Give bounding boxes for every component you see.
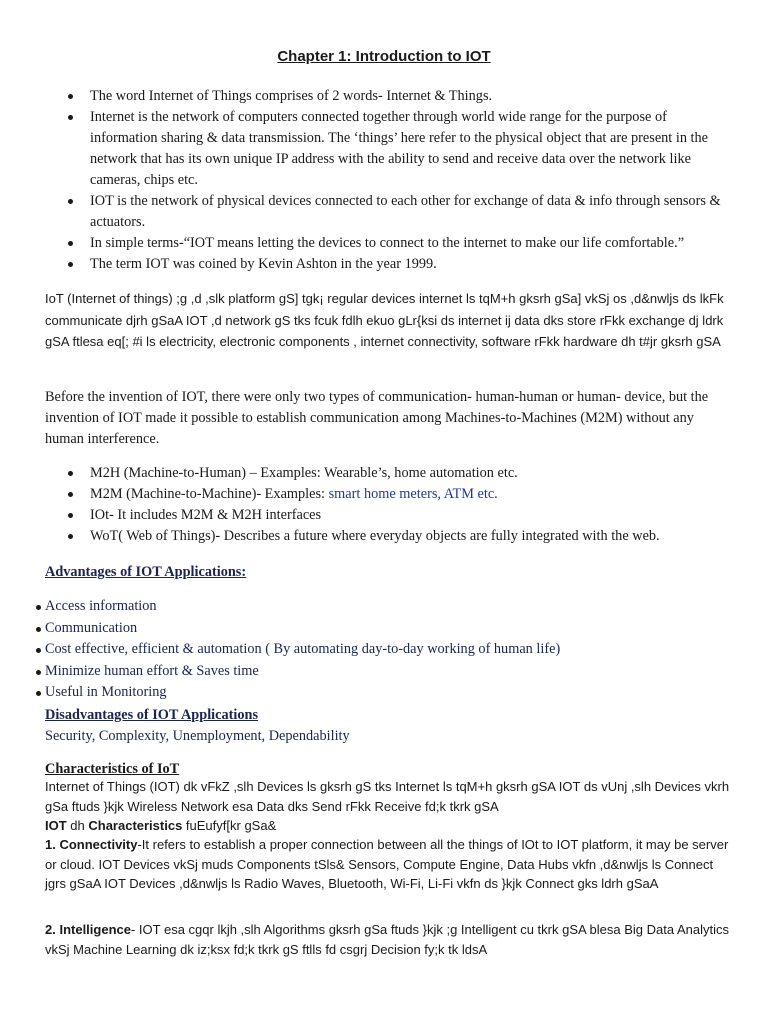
connectivity-text: -It refers to establish a proper connection between all the things of IOt to IOT platform, it may be server or cloud. IOT Devices vkSj muds Components tSls& Sensors, Compute Engine, Data Hubs vkfn ,d&nwljs ls Connect jgrs gSaA IOT Devices ,d&nwljs ls Radio Waves, Bluetooth, Wi-Fi, Li-Fi vkfn ds }kjk Connect gks ldrh gSaA [45, 837, 729, 891]
m2m-examples: smart home meters, ATM etc. [328, 486, 498, 502]
list-item: Minimize human effort & Saves time [45, 661, 725, 683]
characteristics-label: Characteristics [88, 818, 183, 833]
list-item: IOT is the network of physical devices connected to each other for exchange of data & info through sensors & actuators. [90, 191, 730, 233]
list-item: M2H (Machine-to-Human) – Examples: Wearable’s, home automation etc. [90, 463, 730, 484]
characteristics-paragraph: Internet of Things (IOT) dk vFkZ ,slh Devices ls gksrh gS tks Internet ls tqM+h gksrh gSA IOT ds vUnj ,slh Devices vkrh gSa ftuds }kjk Wireless Network esa Data dks Send rFkk Receive fd;k tkrk gSA [45, 779, 730, 814]
list-item: The term IOT was coined by Kevin Ashton in the year 1999. [90, 254, 730, 275]
connectivity-label: 1. Connectivity [45, 837, 138, 852]
list-item: Communication [45, 618, 725, 640]
list-item: In simple terms-“IOT means letting the devices to connect to the internet to make our life comfortable.” [90, 233, 730, 254]
intro-bullet-list [90, 86, 730, 275]
m2m-prefix: M2M (Machine-to-Machine)- Examples: [90, 486, 329, 502]
list-item: IOt- It includes M2M & M2H interfaces [90, 505, 730, 526]
iot-label: IOT [45, 818, 67, 833]
list-item: Cost effective, efficient & automation ( By automating day-to-day working of human life) [45, 639, 725, 661]
disadvantages-heading: Disadvantages of IOT Applications [45, 707, 259, 723]
sub-mid: dh [66, 818, 89, 833]
communication-bullet-list [90, 463, 730, 547]
intelligence-text: - IOT esa cgqr lkjh ,slh Algorithms gksrh gSa ftuds }kjk ;g Intelligent cu tkrk gSA blesa Big Data Analytics vkSj Machine Learning dk iz;ksx fd;k tkrk gS ftlls fd csgrj Decision fy;k tk ldsA [45, 922, 730, 957]
advantages-list [45, 596, 725, 704]
list-item: Access information [45, 596, 725, 618]
disadvantages-text: Security, Complexity, Unemployment, Dependability [45, 728, 350, 744]
list-item: Internet is the network of computers connected together through world wide range for the purpose of information sharing & data transmission. The ‘things’ here refer to the physical object that are present in the network that has its own unique IP address with the ability to send and receive data over the network like cameras, chips etc. [90, 107, 730, 191]
sub-rest: fuEufyf[kr gSa& [182, 818, 277, 833]
list-item: Useful in Monitoring [45, 682, 725, 704]
list-item: WoT( Web of Things)- Describes a future where everyday objects are fully integrated with the web. [90, 526, 730, 547]
hindi-paragraph: IoT (Internet of things) ;g ,d ,slk platform gS] tgk¡ regular devices internet ls tqM+h gksrh gSa] vkSj os ,d&nwljs ds lkFk communicate djrh gSaA IOT ,d network gS tks fcuk fdlh ekuo gLr{ksi ds internet ij data dks store rFkk exchange dj ldrk gSA ftlesa eq[; #i ls electricity, electronic components , internet connectivity, software rFkk hardware dh t#jr gksrh gSA [45, 291, 724, 349]
list-item: The word Internet of Things comprises of 2 words- Internet & Things. [90, 86, 730, 107]
intelligence-label: 2. Intelligence [45, 922, 131, 937]
intelligence-paragraph [45, 920, 730, 959]
characteristics-heading: Characteristics of IoT [45, 761, 180, 777]
m2m-paragraph: Before the invention of IOT, there were only two types of communication- human-human or human- device, but the invention of IOT made it possible to establish communication among Machines-to-Machines (M2M) without any human interference. [45, 389, 709, 447]
connectivity-paragraph [45, 835, 730, 894]
page-title: Chapter 1: Introduction to IOT [277, 48, 491, 65]
advantages-heading: Advantages of IOT Applications: [45, 564, 247, 580]
characteristics-subheading [45, 816, 730, 836]
list-item [90, 484, 730, 505]
